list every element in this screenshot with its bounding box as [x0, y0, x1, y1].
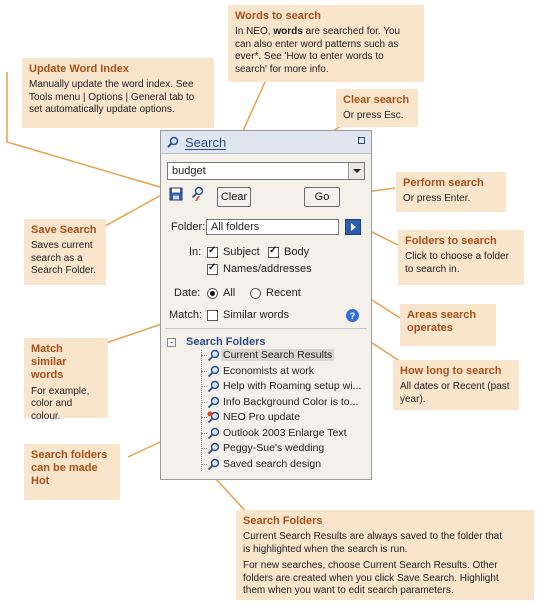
body-label: Body: [284, 246, 310, 258]
body-checkbox[interactable]: [268, 247, 279, 258]
recent-radio[interactable]: [250, 288, 261, 299]
magnifier-icon: [207, 458, 220, 471]
panel-title: Search: [185, 134, 227, 150]
help-icon[interactable]: ?: [346, 309, 359, 322]
tree-item-label: Peggy-Sue's wedding: [223, 442, 325, 454]
tree-item-label: Outlook 2003 Enlarge Text: [223, 426, 347, 439]
magnifier-icon: [207, 442, 220, 455]
hot-magnifier-icon: [207, 411, 220, 424]
divider: [165, 328, 367, 329]
panel-header: [161, 131, 371, 154]
similar-words-label: Similar words: [223, 309, 290, 321]
callout-folders-to-search: [398, 230, 524, 285]
callout-text: For example, color and colour.: [31, 385, 90, 422]
callout-update-word-index: [22, 58, 214, 128]
magnifier-icon: [207, 396, 220, 409]
callout-areas-search-operates: [400, 304, 496, 346]
callout-title: Words to search: [235, 10, 321, 22]
callout-how-long-to-search: [393, 360, 519, 410]
callout-title: Match similar words: [31, 343, 67, 382]
callout-text: In NEO, words are searched for. You can also enter word patterns such as ever*. See 'How to enter words to search' for more info.: [235, 26, 401, 75]
callout-text: Or press Esc.: [343, 110, 404, 122]
callout-title: Folders to search: [405, 235, 497, 247]
callout-text: Saves current search as a Search Folder.: [31, 240, 97, 277]
callout-text: Manually update the word index. See Tools menu | Options | General tab to set automatically update options.: [29, 79, 195, 116]
callout-text: Or press Enter.: [403, 193, 471, 205]
tree-item[interactable]: [195, 457, 370, 472]
chevron-down-icon[interactable]: [348, 163, 364, 179]
tree-item-label: NEO Pro update: [223, 411, 301, 423]
save-search-icon[interactable]: [169, 187, 183, 201]
callout-title: Search Folders: [243, 515, 323, 527]
tree-item-label: Help with Roaming setup wi...: [223, 380, 362, 392]
search-icon: [167, 136, 179, 148]
tree-collapse-toggle[interactable]: -: [167, 338, 176, 347]
magnifier-icon: [207, 349, 220, 362]
go-button[interactable]: Go: [304, 187, 340, 207]
tree-item-label: Current Search Results: [223, 349, 333, 361]
subject-label: Subject: [223, 246, 260, 258]
choose-folder-button[interactable]: [345, 219, 361, 235]
callout-search-folders-hot: [24, 444, 120, 500]
search-folders-title[interactable]: Search Folders: [186, 336, 266, 348]
subject-checkbox[interactable]: [207, 247, 218, 258]
names-label: Names/addresses: [223, 263, 312, 275]
clear-button[interactable]: Clear: [217, 187, 251, 207]
search-input[interactable]: [167, 162, 365, 180]
all-radio[interactable]: [207, 288, 218, 299]
all-label: All: [223, 287, 236, 299]
callout-title: Areas search operates: [407, 309, 477, 335]
tree-item[interactable]: [195, 441, 370, 456]
tree-item[interactable]: [195, 348, 370, 363]
names-checkbox[interactable]: [207, 264, 218, 275]
callout-title: Clear search: [343, 94, 410, 106]
magnifier-icon: [207, 365, 220, 378]
tree-item[interactable]: [195, 379, 370, 394]
callout-clear-search: [336, 89, 418, 127]
in-label: In:: [189, 246, 202, 258]
tree-item[interactable]: [195, 364, 370, 379]
callout-text: Current Search Results are always saved to the folder that is highlighted when the search is run.: [243, 531, 503, 555]
search-input-value: budget: [172, 165, 206, 177]
callout-words-to-search: [228, 5, 424, 82]
callout-title: Search folders can be made Hot: [31, 449, 108, 488]
callout-text: Click to choose a folder to search in.: [405, 251, 509, 275]
callout-perform-search: [396, 172, 506, 212]
callout-title: Update Word Index: [29, 63, 130, 75]
callout-match-similar-words: [24, 338, 108, 422]
folder-value: All folders: [211, 221, 260, 233]
folder-label: Folder:: [171, 221, 206, 233]
tree-item-label: Economists at work: [223, 364, 315, 377]
callout-text: For new searches, choose Current Search Results. Other folders are created when you click Save Search. Highlight them when you want to edit search parameters.: [243, 560, 499, 597]
match-label: Match:: [169, 309, 203, 321]
callout-title: How long to search: [400, 365, 502, 377]
recent-label: Recent: [266, 287, 301, 299]
tree-item-label: Info Background Color is to...: [223, 395, 359, 408]
callout-title: Save Search: [31, 224, 97, 236]
tree-item[interactable]: [195, 426, 370, 441]
tree-item[interactable]: [195, 410, 370, 425]
callout-text: All dates or Recent (past year).: [400, 381, 510, 405]
folder-field[interactable]: [206, 219, 339, 235]
update-index-icon[interactable]: [191, 186, 205, 202]
callout-search-folders: [236, 510, 534, 600]
callout-save-search: [24, 219, 106, 285]
panel-close-icon[interactable]: [358, 137, 365, 144]
similar-words-checkbox[interactable]: [207, 310, 218, 321]
tree-item-label: Saved search design: [223, 457, 322, 470]
magnifier-icon: [207, 380, 220, 393]
search-panel: [160, 130, 372, 480]
magnifier-icon: [207, 427, 220, 440]
callout-title: Perform search: [403, 177, 484, 189]
tree-item[interactable]: [195, 395, 370, 410]
date-label: Date:: [174, 287, 201, 299]
